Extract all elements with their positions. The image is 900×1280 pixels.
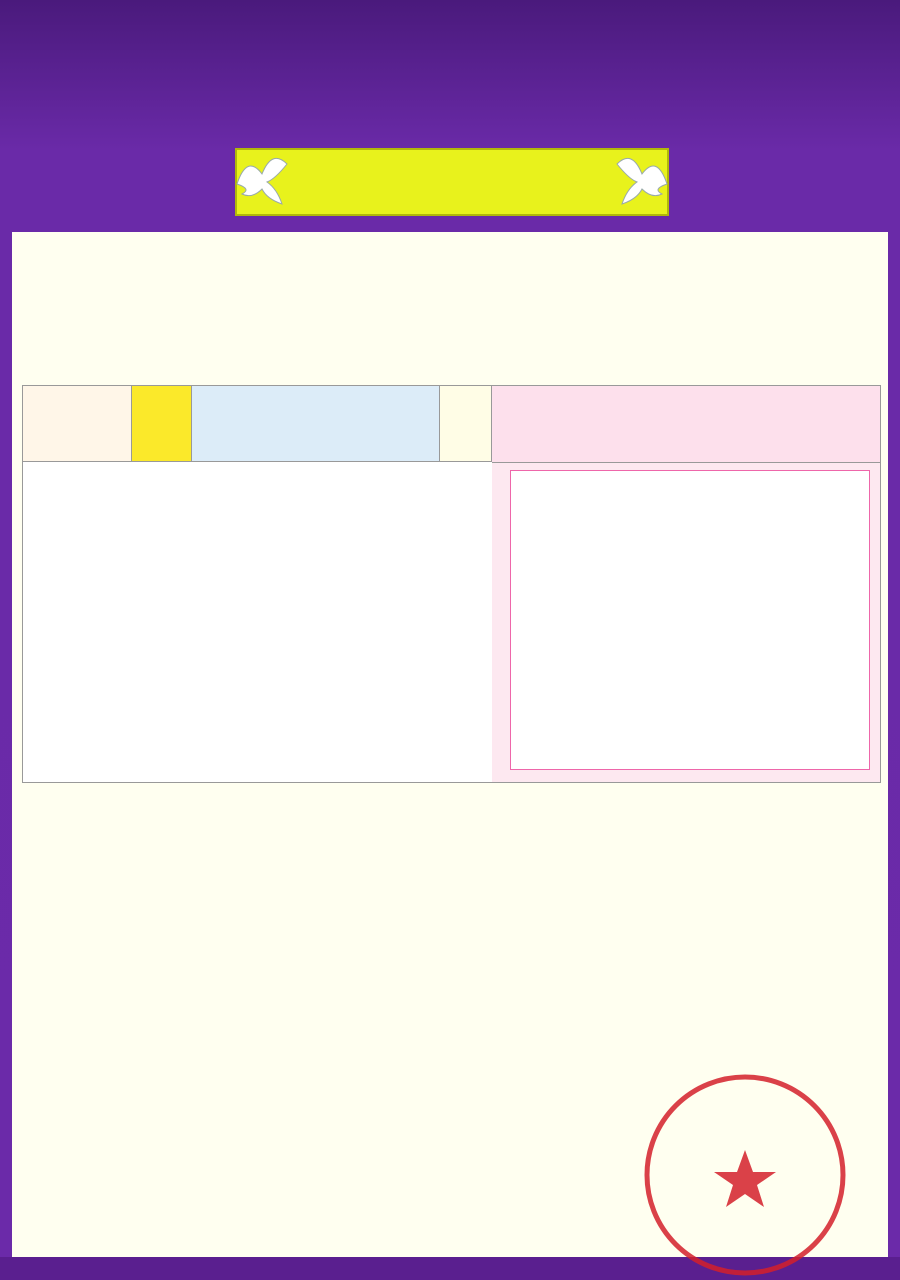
header-place — [23, 386, 132, 462]
header-fee — [440, 386, 492, 462]
notice-banner — [235, 148, 669, 216]
dove-icon — [607, 144, 677, 214]
page-subtitle — [0, 92, 900, 117]
dove-icon — [227, 144, 297, 214]
header-notes — [492, 386, 880, 463]
header-time — [192, 386, 440, 462]
schedule-table — [22, 385, 881, 783]
notes-box — [510, 470, 870, 770]
header-distance — [132, 386, 192, 462]
notes-column — [492, 386, 880, 782]
official-seal — [640, 1070, 850, 1280]
